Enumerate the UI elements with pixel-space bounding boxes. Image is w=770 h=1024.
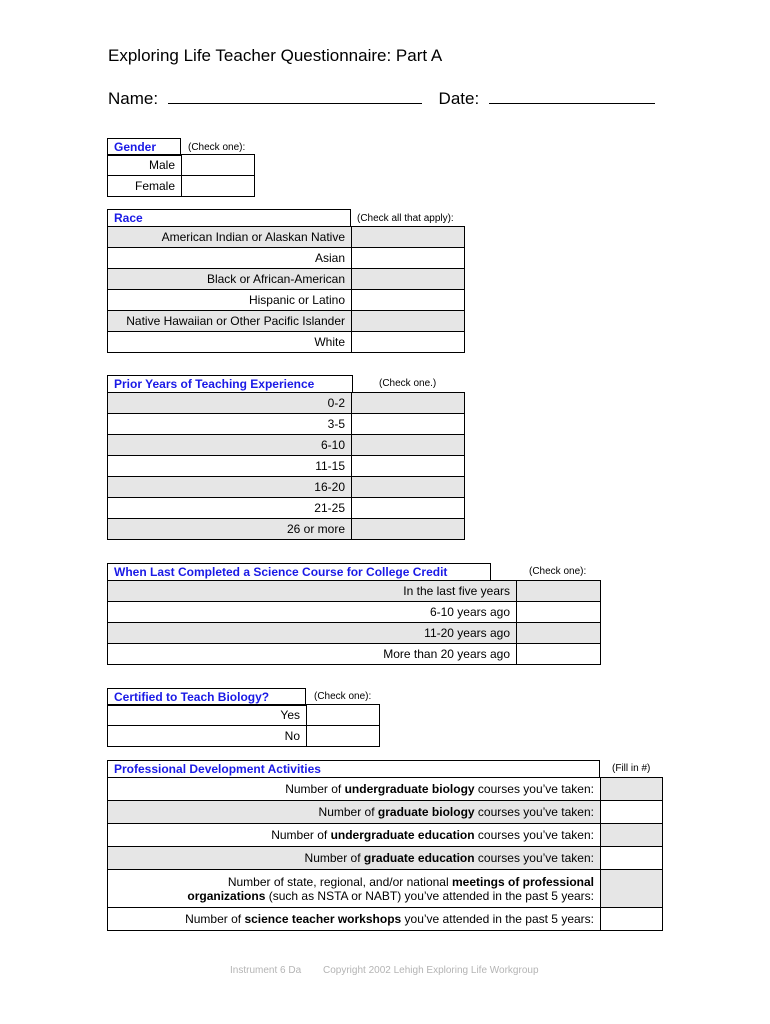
pd-text: Number of (185, 912, 245, 926)
checkbox-cell[interactable] (352, 393, 465, 414)
number-input-cell[interactable] (601, 824, 663, 847)
table-row (108, 332, 465, 353)
table-row (108, 778, 663, 801)
checkbox-cell[interactable] (307, 705, 380, 726)
table-row (108, 290, 465, 311)
checkbox-cell[interactable] (182, 155, 255, 176)
science-course-table (107, 580, 601, 665)
checkbox-cell[interactable] (517, 581, 601, 602)
experience-header: Prior Years of Teaching Experience (107, 375, 353, 393)
pd-item (108, 824, 601, 847)
checkbox-cell[interactable] (182, 176, 255, 197)
pd-text: courses you’ve taken: (474, 805, 594, 819)
certified-option: Yes (108, 705, 307, 726)
pd-bold: undergraduate biology (344, 782, 475, 796)
certified-header: Certified to Teach Biology? (107, 688, 306, 706)
table-row (108, 824, 663, 847)
checkbox-cell[interactable] (352, 498, 465, 519)
race-option: American Indian or Alaskan Native (108, 227, 352, 248)
table-row (108, 498, 465, 519)
checkbox-cell[interactable] (352, 311, 465, 332)
checkbox-cell[interactable] (352, 332, 465, 353)
experience-option: 0-2 (108, 393, 352, 414)
date-label: Date: (438, 89, 480, 108)
number-input-cell[interactable] (601, 778, 663, 801)
science-course-note: (Check one): (529, 566, 587, 577)
name-field[interactable] (168, 90, 422, 104)
number-input-cell[interactable] (601, 847, 663, 870)
table-row (108, 248, 465, 269)
race-option: Native Hawaiian or Other Pacific Islander (108, 311, 352, 332)
science-course-option: More than 20 years ago (108, 644, 517, 665)
experience-option: 6-10 (108, 435, 352, 456)
gender-header: Gender (107, 138, 181, 156)
page-title: Exploring Life Teacher Questionnaire: Part A (108, 46, 443, 65)
race-option: Hispanic or Latino (108, 290, 352, 311)
table-row (108, 477, 465, 498)
science-course-option: 6-10 years ago (108, 602, 517, 623)
gender-table (107, 154, 255, 197)
race-option: White (108, 332, 352, 353)
table-row (108, 269, 465, 290)
checkbox-cell[interactable] (352, 248, 465, 269)
checkbox-cell[interactable] (517, 602, 601, 623)
pd-text: (such as NSTA or NABT) you’ve attended in the past 5 years: (265, 888, 594, 903)
certified-table (107, 704, 380, 747)
experience-option: 11-15 (108, 456, 352, 477)
professional-dev-note: (Fill in #) (612, 763, 651, 774)
gender-option: Female (108, 176, 182, 197)
pd-bold: meetings of professional (451, 874, 594, 889)
experience-option: 21-25 (108, 498, 352, 519)
table-row (108, 414, 465, 435)
table-row (108, 456, 465, 477)
certified-option: No (108, 726, 307, 747)
table-row (108, 908, 663, 931)
checkbox-cell[interactable] (352, 227, 465, 248)
table-row (108, 644, 601, 665)
pd-text: Number of (271, 828, 331, 842)
pd-item (108, 908, 601, 931)
checkbox-cell[interactable] (352, 435, 465, 456)
table-row (108, 581, 601, 602)
pd-item (108, 778, 601, 801)
table-row (108, 155, 255, 176)
checkbox-cell[interactable] (352, 290, 465, 311)
pd-item (108, 801, 601, 824)
pd-bold: graduate education (363, 851, 475, 865)
checkbox-cell[interactable] (307, 726, 380, 747)
pd-text: Number of state, regional, and/or national (227, 874, 452, 889)
name-label: Name: (108, 89, 159, 108)
table-row (108, 519, 465, 540)
pd-bold: science teacher workshops (244, 912, 402, 926)
number-input-cell[interactable] (601, 908, 663, 931)
footer-copyright: Copyright 2002 Lehigh Exploring Life Workgroup (323, 965, 539, 976)
experience-option: 16-20 (108, 477, 352, 498)
name-date-line (108, 89, 655, 109)
checkbox-cell[interactable] (352, 414, 465, 435)
checkbox-cell[interactable] (517, 623, 601, 644)
race-option: Black or African-American (108, 269, 352, 290)
pd-text: you’ve attended in the past 5 years: (401, 912, 594, 926)
table-row (108, 726, 380, 747)
table-row (108, 227, 465, 248)
pd-text: courses you’ve taken: (474, 782, 594, 796)
experience-option: 3-5 (108, 414, 352, 435)
checkbox-cell[interactable] (352, 519, 465, 540)
race-option: Asian (108, 248, 352, 269)
number-input-cell[interactable] (601, 870, 663, 908)
pd-text: courses you’ve taken: (474, 851, 594, 865)
checkbox-cell[interactable] (352, 477, 465, 498)
checkbox-cell[interactable] (352, 456, 465, 477)
table-row (108, 311, 465, 332)
pd-item (108, 847, 601, 870)
science-course-option: 11-20 years ago (108, 623, 517, 644)
number-input-cell[interactable] (601, 801, 663, 824)
experience-table (107, 392, 465, 540)
science-course-option: In the last five years (108, 581, 517, 602)
table-row (108, 847, 663, 870)
pd-bold: organizations (187, 888, 266, 903)
professional-dev-table (107, 777, 663, 931)
race-table (107, 226, 465, 353)
pd-bold: undergraduate education (330, 828, 475, 842)
experience-option: 26 or more (108, 519, 352, 540)
table-row (108, 705, 380, 726)
professional-dev-header: Professional Development Activities (107, 760, 600, 778)
experience-note: (Check one.) (379, 378, 437, 389)
pd-text: Number of (285, 782, 345, 796)
pd-text: Number of (318, 805, 378, 819)
table-row (108, 801, 663, 824)
race-header: Race (107, 209, 351, 227)
footer-instrument: Instrument 6 Da (230, 965, 302, 976)
gender-option: Male (108, 155, 182, 176)
checkbox-cell[interactable] (352, 269, 465, 290)
race-note: (Check all that apply): (357, 213, 454, 224)
table-row (108, 393, 465, 414)
checkbox-cell[interactable] (517, 644, 601, 665)
pd-text: courses you’ve taken: (474, 828, 594, 842)
table-row (108, 870, 663, 908)
table-row (108, 435, 465, 456)
table-row (108, 602, 601, 623)
gender-note: (Check one): (188, 142, 246, 153)
pd-bold: graduate biology (377, 805, 475, 819)
date-field[interactable] (489, 90, 655, 104)
certified-note: (Check one): (314, 691, 372, 702)
pd-item (108, 870, 601, 908)
table-row (108, 176, 255, 197)
table-row (108, 623, 601, 644)
science-course-header: When Last Completed a Science Course for College Credit (107, 563, 491, 581)
pd-text: Number of (304, 851, 364, 865)
